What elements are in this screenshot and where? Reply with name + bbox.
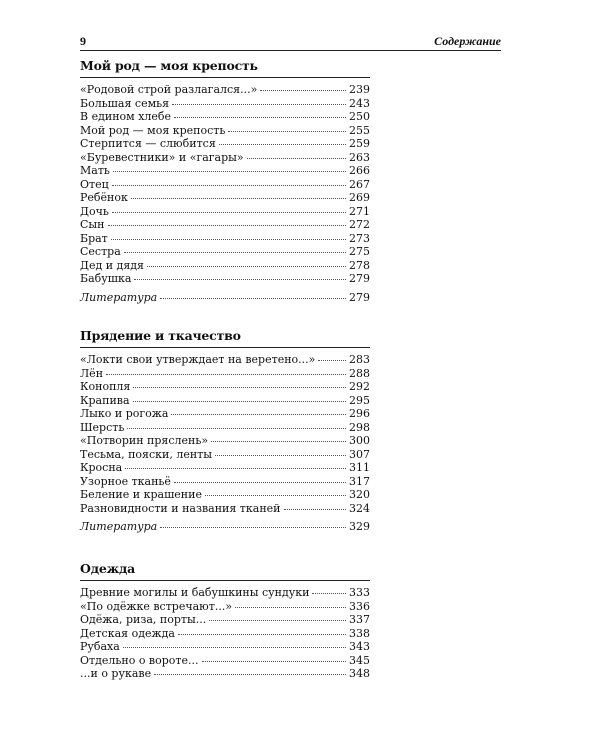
entry-title: Шерсть [80, 420, 125, 434]
dot-leader [124, 251, 346, 253]
entry-page-number: 296 [349, 407, 370, 420]
toc-entry[interactable] [80, 380, 370, 394]
entry-page-number: 288 [349, 366, 370, 380]
section-title: Прядение и ткачество [80, 328, 370, 348]
entry-page-number: 324 [349, 501, 370, 515]
entry-page-number: 311 [349, 461, 370, 474]
dot-leader [209, 619, 346, 621]
entry-title: Литература [80, 290, 158, 304]
dot-leader [134, 278, 346, 280]
toc-section [80, 561, 370, 681]
entry-page-number: 275 [349, 245, 370, 258]
toc-entry[interactable] [80, 218, 370, 232]
entry-title: Брат [80, 231, 108, 245]
entry-title: Крапива [80, 393, 130, 407]
dot-leader [219, 143, 346, 145]
dot-leader [160, 297, 346, 299]
entry-page-number: 345 [349, 653, 370, 667]
entry-title: В едином хлебе [80, 110, 172, 123]
section-title: Мой род — моя крепость [80, 58, 370, 78]
dot-leader [133, 386, 346, 388]
toc-section [80, 58, 370, 304]
entry-page-number: 239 [349, 83, 370, 96]
entry-title: Конопля [80, 380, 131, 393]
dot-leader [108, 224, 346, 226]
entry-title: Лён [80, 366, 104, 380]
entry-title: Отец [80, 177, 109, 191]
entry-title: «Локти свои утверждает на веретено...» [80, 353, 316, 366]
entry-page-number: 292 [349, 380, 370, 393]
dot-leader [318, 359, 346, 361]
page-header [80, 34, 501, 51]
toc-section [80, 328, 370, 534]
entry-page-number: 283 [349, 353, 370, 366]
toc-entry[interactable] [80, 205, 370, 219]
entry-title: «По одёжке встречают...» [80, 599, 233, 613]
toc-entry[interactable] [80, 97, 370, 111]
dot-leader [171, 413, 346, 415]
toc-entry[interactable] [80, 640, 370, 654]
entry-title: Одёжа, риза, порты... [80, 613, 207, 626]
dot-leader [127, 427, 346, 429]
toc-entry[interactable] [80, 654, 370, 668]
dot-leader [235, 606, 346, 608]
dot-leader [202, 660, 347, 662]
entry-page-number: 263 [349, 150, 370, 164]
entry-title: ...и о рукаве [80, 667, 152, 680]
entry-page-number: 329 [349, 520, 370, 533]
entry-title: Большая семья [80, 96, 170, 110]
toc-entry[interactable] [80, 407, 370, 421]
entry-page-number: 338 [349, 626, 370, 640]
dot-leader [284, 508, 347, 510]
entry-page-number: 243 [349, 96, 370, 110]
dot-leader [147, 265, 346, 267]
toc-entry[interactable] [80, 667, 370, 681]
entry-title: Сын [80, 218, 105, 231]
entry-title: Детская одежда [80, 626, 175, 640]
entry-page-number: 320 [349, 488, 370, 501]
toc-entry[interactable] [80, 627, 370, 641]
entry-title: Беление и крашение [80, 488, 202, 501]
toc-entry[interactable] [80, 488, 370, 502]
toc-entry[interactable] [80, 272, 370, 286]
entry-title: «Буревестники» и «гагары» [80, 150, 244, 164]
entry-title: Сестра [80, 245, 121, 258]
toc-entry[interactable] [80, 353, 370, 367]
entry-page-number: 279 [349, 290, 370, 304]
entry-title: Разновидности и названия тканей [80, 501, 281, 515]
dot-leader [228, 130, 346, 132]
entry-page-number: 279 [349, 272, 370, 285]
toc-entry[interactable] [80, 191, 370, 205]
toc-entry[interactable] [80, 600, 370, 614]
entry-page-number: 348 [349, 667, 370, 680]
entry-title: «Потворин пряслень» [80, 434, 209, 447]
dot-leader [160, 526, 346, 528]
entry-title: Узорное тканьё [80, 474, 171, 488]
entry-page-number: 295 [349, 393, 370, 407]
entry-page-number: 255 [349, 123, 370, 137]
dot-leader [154, 673, 346, 675]
toc-entry[interactable] [80, 178, 370, 192]
dot-leader [172, 103, 346, 105]
dot-leader [174, 481, 346, 483]
entry-page-number: 273 [349, 231, 370, 245]
dot-leader [125, 467, 346, 469]
toc-entry[interactable] [80, 110, 370, 124]
dot-leader [123, 646, 346, 648]
toc-entry[interactable] [80, 613, 370, 627]
entry-page-number: 300 [349, 434, 370, 447]
entry-title: Мать [80, 164, 110, 177]
entry-title: Древние могилы и бабушкины сундуки [80, 586, 310, 599]
toc-entry[interactable] [80, 367, 370, 381]
toc-entry[interactable] [80, 259, 370, 273]
entry-page-number: 266 [349, 164, 370, 177]
toc-entry[interactable] [80, 83, 370, 97]
dot-leader [174, 116, 346, 118]
entry-page-number: 259 [349, 137, 370, 150]
dot-leader [106, 373, 346, 375]
dot-leader [113, 170, 346, 172]
toc-entry[interactable] [80, 434, 370, 448]
dot-leader [112, 211, 346, 213]
toc-entry[interactable] [80, 124, 370, 138]
entry-title: Кросна [80, 461, 123, 474]
toc-entry[interactable] [80, 137, 370, 151]
entry-page-number: 337 [349, 613, 370, 626]
entry-title: Ребёнок [80, 191, 128, 204]
section-title: Одежда [80, 561, 370, 581]
literature-entry[interactable] [80, 291, 370, 305]
running-head: Содержание [434, 34, 501, 48]
entry-page-number: 343 [349, 640, 370, 653]
toc-entry[interactable] [80, 151, 370, 165]
dot-leader [247, 157, 346, 159]
toc-entry[interactable] [80, 448, 370, 462]
toc-entry[interactable] [80, 421, 370, 435]
toc-entry[interactable] [80, 394, 370, 408]
toc-entry[interactable] [80, 461, 370, 475]
entry-page-number: 250 [349, 110, 370, 123]
entry-title: Мой род — моя крепость [80, 123, 226, 137]
toc-entry[interactable] [80, 502, 370, 516]
page-number: 9 [80, 34, 86, 48]
literature-entry[interactable] [80, 520, 370, 534]
dot-leader [211, 440, 346, 442]
entry-page-number: 267 [349, 177, 370, 191]
entry-title: Литература [80, 520, 158, 533]
toc-entry[interactable] [80, 586, 370, 600]
entry-title: Дочь [80, 204, 109, 218]
toc-entry[interactable] [80, 232, 370, 246]
dot-leader [178, 633, 346, 635]
entry-title: Дед и дядя [80, 258, 144, 272]
dot-leader [111, 238, 346, 240]
entry-title: «Родовой строй разлагался...» [80, 83, 258, 96]
entry-title: Бабушка [80, 272, 132, 285]
toc-entry[interactable] [80, 475, 370, 489]
dot-leader [112, 184, 346, 186]
entry-page-number: 336 [349, 599, 370, 613]
dot-leader [205, 494, 346, 496]
entry-title: Отдельно о вороте... [80, 653, 199, 667]
entry-title: Тесьма, пояски, ленты [80, 447, 213, 461]
entry-title: Рубаха [80, 640, 120, 653]
dot-leader [131, 197, 346, 199]
toc-entry[interactable] [80, 245, 370, 259]
entry-page-number: 271 [349, 204, 370, 218]
entry-page-number: 298 [349, 420, 370, 434]
entry-title: Стерпится — слюбится [80, 137, 216, 150]
dot-leader [312, 592, 346, 594]
entry-page-number: 278 [349, 258, 370, 272]
entry-title: Лыко и рогожа [80, 407, 169, 420]
entry-page-number: 307 [349, 447, 370, 461]
dot-leader [133, 400, 346, 402]
entry-page-number: 272 [349, 218, 370, 231]
dot-leader [215, 454, 346, 456]
entry-page-number: 317 [349, 474, 370, 488]
entry-page-number: 269 [349, 191, 370, 204]
dot-leader [260, 89, 346, 91]
entry-page-number: 333 [349, 586, 370, 599]
toc-entry[interactable] [80, 164, 370, 178]
